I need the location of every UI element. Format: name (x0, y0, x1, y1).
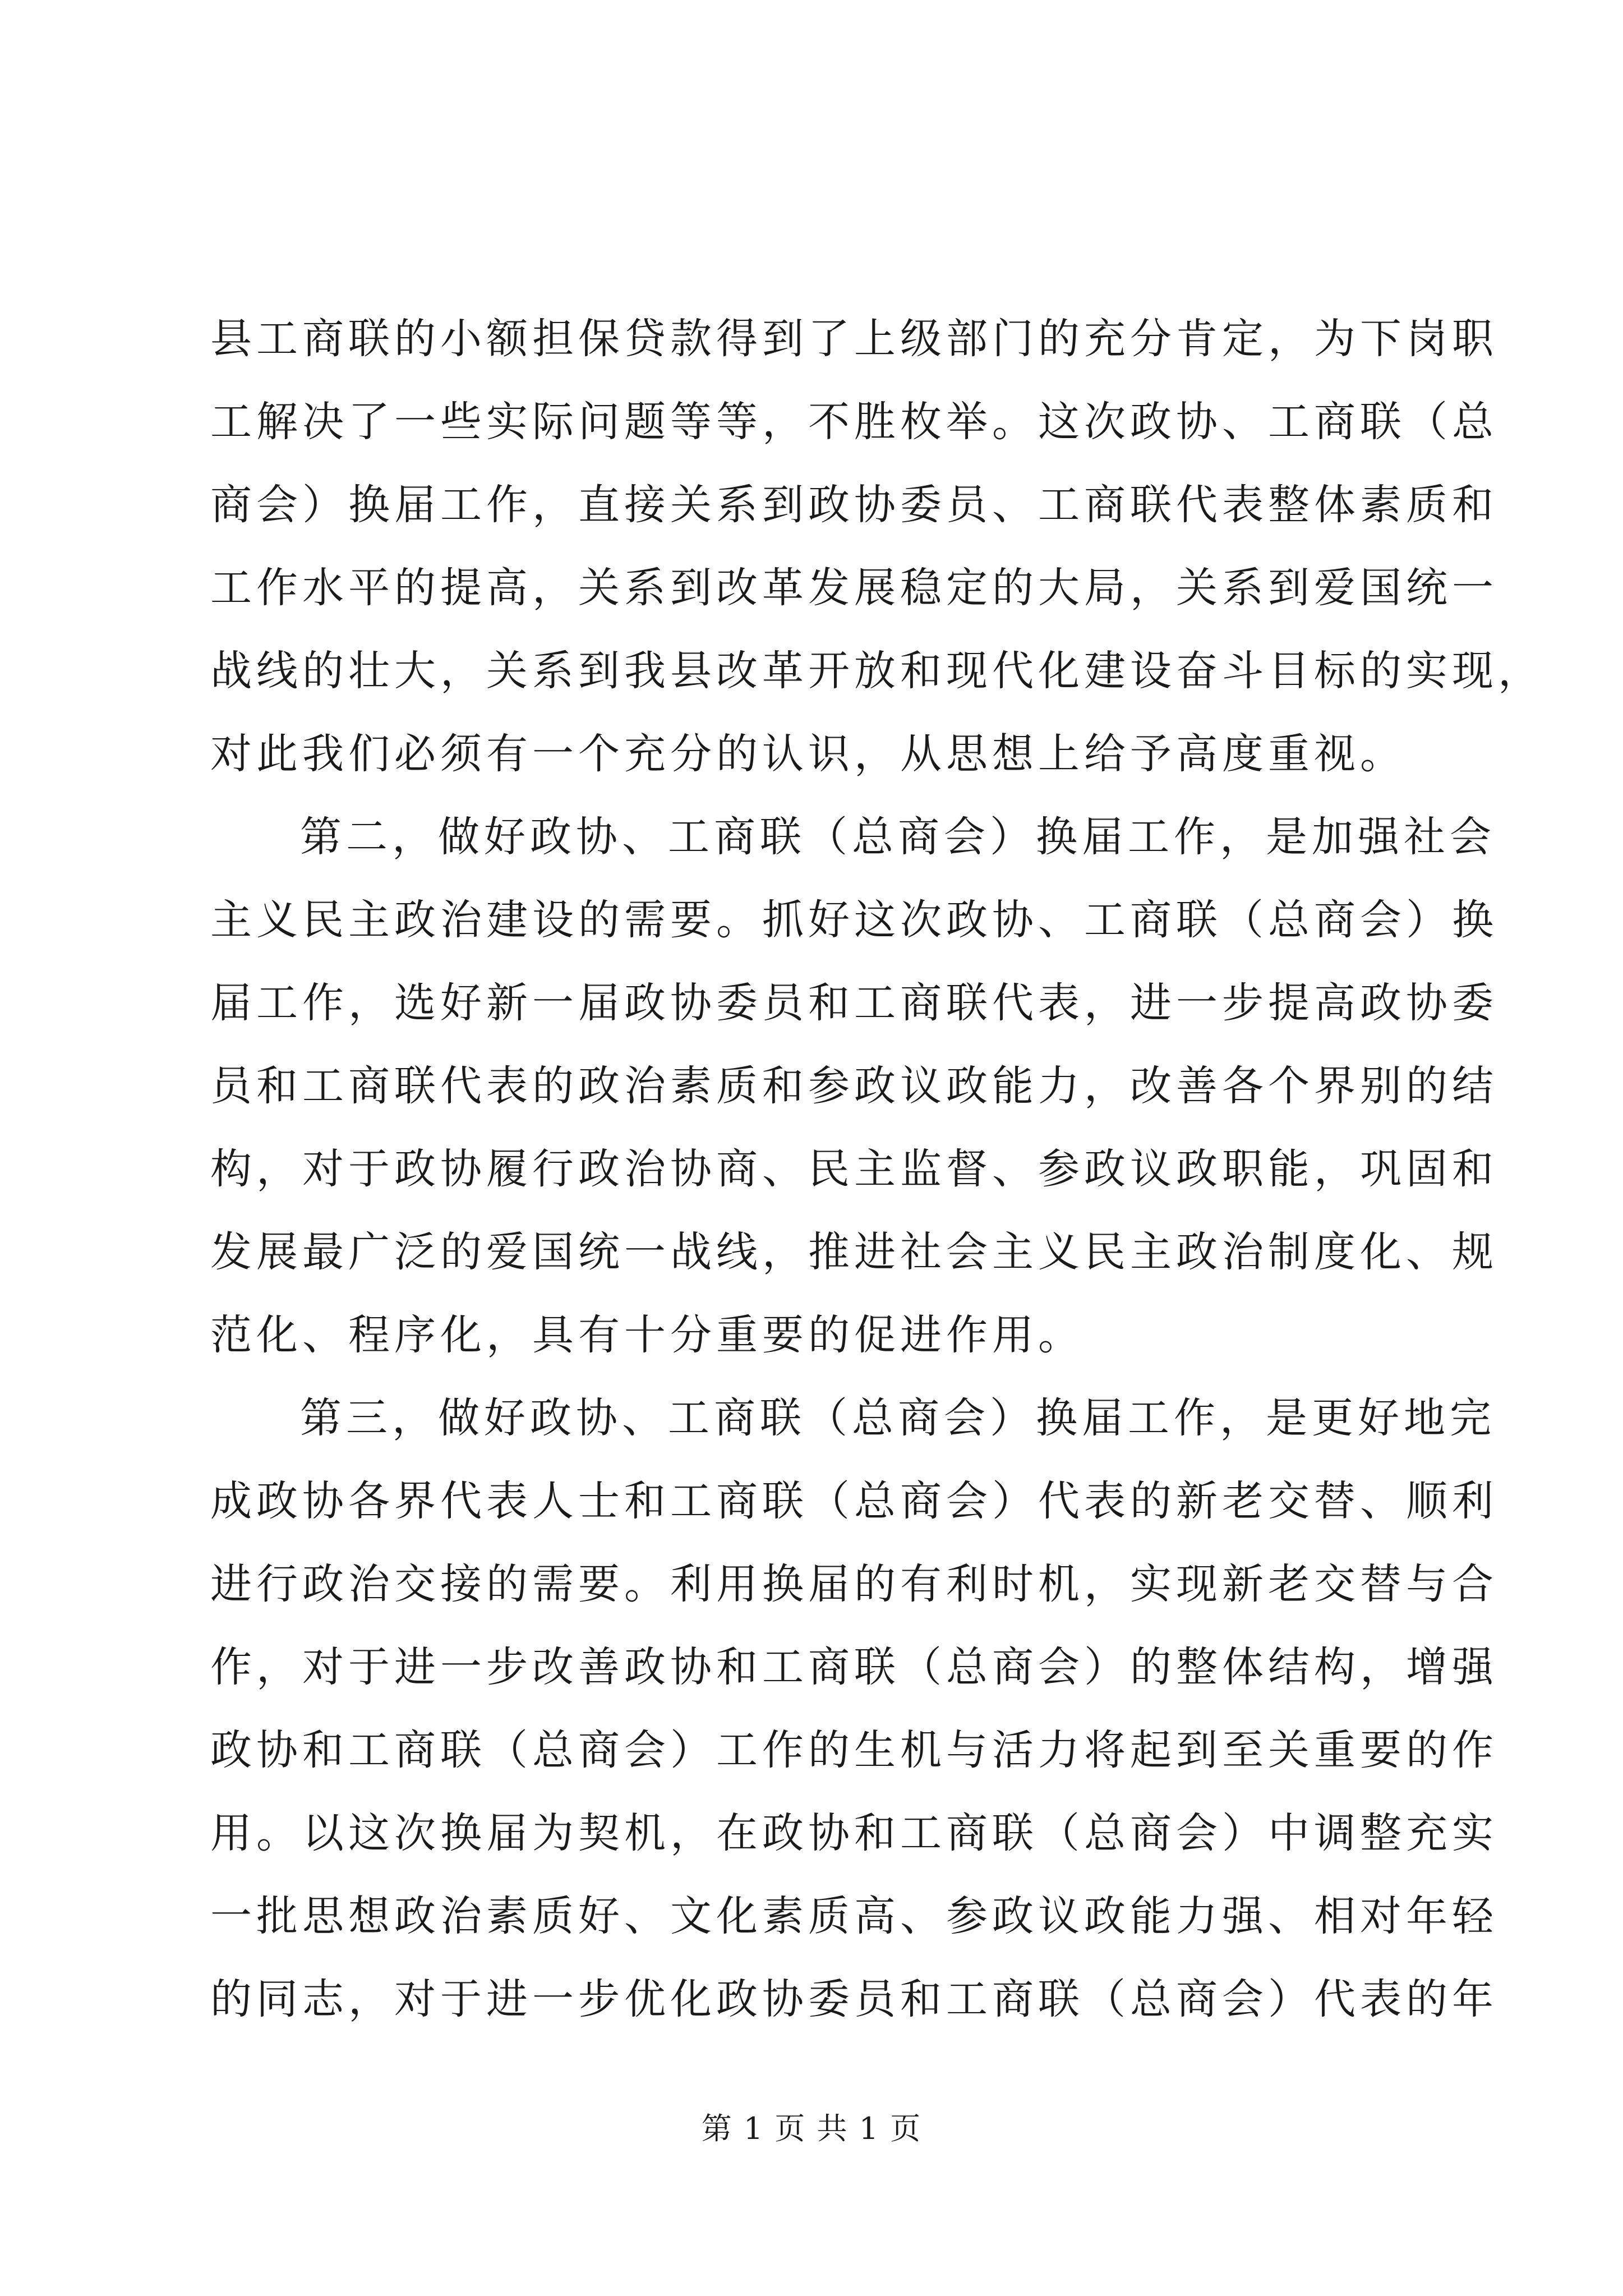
text-line: 政协和工商联（总商会）工作的生机与活力将起到至关重要的作 (210, 1726, 1498, 1774)
text-line: 商会）换届工作，直接关系到政协委员、工商联代表整体素质和 (210, 481, 1498, 529)
page-number-footer: 第 1 页 共 1 页 (701, 2111, 922, 2146)
text-line: 届工作，选好新一届政协委员和工商联代表，进一步提高政协委 (210, 979, 1498, 1027)
text-line: 战线的壮大，关系到我县改革开放和现代化建设奋斗目标的实现， (210, 647, 1544, 695)
text-line: 的同志，对于进一步优化政协委员和工商联（总商会）代表的年 (210, 1975, 1498, 2023)
text-line: 第三，做好政协、工商联（总商会）换届工作，是更好地完 (300, 1394, 1496, 1442)
text-line: 工作水平的提高，关系到改革发展稳定的大局，关系到爱国统一 (210, 564, 1498, 612)
text-line: 主义民主政治建设的需要。抓好这次政协、工商联（总商会）换 (210, 896, 1498, 944)
text-line: 第二，做好政协、工商联（总商会）换届工作，是加强社会 (300, 813, 1496, 861)
text-line: 对此我们必须有一个充分的认识，从思想上给予高度重视。 (210, 730, 1406, 778)
text-line: 用。以这次换届为契机，在政协和工商联（总商会）中调整充实 (210, 1809, 1498, 1857)
text-line: 成政协各界代表人士和工商联（总商会）代表的新老交替、顺利 (210, 1477, 1498, 1525)
text-line: 范化、程序化，具有十分重要的促进作用。 (210, 1311, 1084, 1359)
document-body (210, 297, 1544, 2041)
text-line: 发展最广泛的爱国统一战线，推进社会主义民主政治制度化、规 (210, 1228, 1498, 1276)
text-line: 进行政治交接的需要。利用换届的有利时机，实现新老交替与合 (210, 1560, 1498, 1608)
paragraph-2 (210, 795, 1498, 1377)
text-line: 工解决了一些实际问题等等，不胜枚举。这次政协、工商联（总 (210, 398, 1498, 446)
text-line: 一批思想政治素质好、文化素质高、参政议政能力强、相对年轻 (210, 1892, 1498, 1940)
text-line: 员和工商联代表的政治素质和参政议政能力，改善各个界别的结 (210, 1062, 1498, 1110)
paragraph-1 (210, 297, 1544, 795)
paragraph-3 (210, 1377, 1498, 2041)
text-line: 作，对于进一步改善政协和工商联（总商会）的整体结构，增强 (210, 1643, 1498, 1691)
text-line: 县工商联的小额担保贷款得到了上级部门的充分肯定，为下岗职 (210, 315, 1498, 363)
text-line: 构，对于政协履行政治协商、民主监督、参政议政职能，巩固和 (210, 1145, 1498, 1193)
